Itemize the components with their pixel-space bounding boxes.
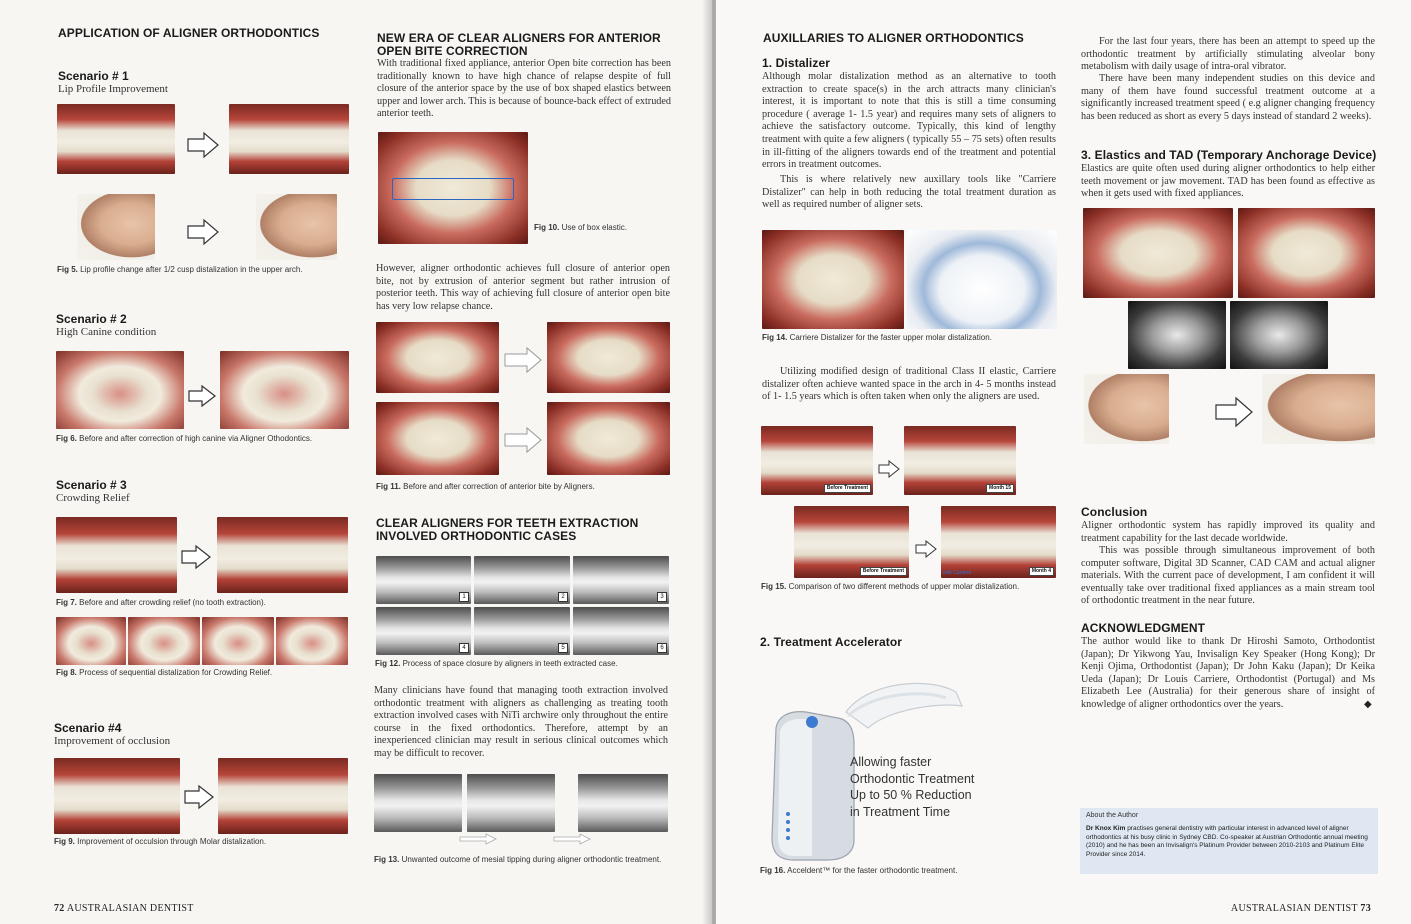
- fig5-photo-profile-before: [77, 194, 155, 260]
- fig12-photo-5: [474, 607, 570, 655]
- fig10-photo-box-elastic: [378, 132, 528, 244]
- fig11-photo-after-2: [547, 402, 670, 475]
- tad-profile-after: [1262, 374, 1375, 444]
- about-the-author-text: [1086, 825, 1372, 859]
- tad-profile-before: [1084, 374, 1169, 444]
- fig12-photo-3: [573, 556, 669, 604]
- heading-application: APPLICATION OF ALIGNER ORTHODONTICS: [58, 26, 320, 40]
- paragraph-acknowledgment: The author would like to thank Dr Hiroshi Samoto, Orthodontist (Japan); Dr Yikwong Yau, Invisalign Key Speaker (Hong Kong); Dr Kenji Ojima, Orthodontist (Japan); Dr John Kaku (Japan); Dr Keika Ueda (Japan); Dr Louis Carriere, Orthodontist (Portugal) and Ms Elizabeth Lee (Australia) for their generous share of insight of knowledge of aligner orthodontics over the years.: [1081, 636, 1375, 710]
- author-name: Dr Knox Kim: [1086, 825, 1126, 832]
- fig15-photo-before-2: [794, 506, 909, 578]
- fig7-caption: Fig 7. Before and after crowding relief (no tooth extraction).: [56, 598, 266, 607]
- fig12-photo-6: [573, 607, 669, 655]
- fig12-photo-1: [376, 556, 471, 604]
- heading-elastics-tad: 3. Elastics and TAD (Temporary Anchorage Device): [1081, 148, 1377, 162]
- fig16-caption: Fig 16. Acceldent™ for the faster orthodontic treatment.: [760, 866, 958, 875]
- paragraph-distalizer: Although molar distalization method as an alternative to tooth extraction to create space(s) in the arch attracts many clinician's interest, it is important to note that this is still a time consuming procedure ( average 1- 1.5 year) and requires many sets of aligners to achieve the satisfactory outcome. Typically, this kind of lengthy treatment with quite a few aligners ( typically 55 – 75 sets) often results in ill-fitting of the aligners towards end of the treatment and potential errors in treatment outcomes.: [762, 71, 1056, 171]
- arrow-right-icon: [914, 540, 938, 558]
- author-bio: practises general dentistry with particular interest in advanced level of aligner orthodontics at his busy clinic in Sydney CBD. Co-speaker at Austrian Orthodontic annual meeting (2010) and he has been an Invisalign's Platinum Provider between 2010-2103 and Platinum Elite Provider since 2014.: [1086, 825, 1368, 858]
- arrow-right-icon: [552, 833, 592, 845]
- paragraph-studies: There have been many independent studies on this device and many of them have found successful treatment outcome at a significantly increased treatment speed ( e.g aligner changing frequency has been reduced as short as every 5 days instead of standard 2 weeks).: [1081, 73, 1375, 122]
- fig5-photo-teeth-after: [229, 104, 349, 174]
- scenario-3-title: Scenario # 3: [56, 478, 127, 492]
- heading-auxillaries: AUXILLARIES TO ALIGNER ORTHODONTICS: [763, 31, 1024, 45]
- fig14-photo-3d-render: [907, 230, 1057, 329]
- promo-line-3: Up to 50 % Reduction: [850, 788, 972, 802]
- fig5-caption: Fig 5. Lip profile change after 1/2 cusp distalization in the upper arch.: [57, 265, 303, 274]
- promo-line-2: Orthodontic Treatment: [850, 771, 975, 786]
- label-with-carriere: with Carriere: [943, 570, 972, 576]
- fig15-photo-after-2: [941, 506, 1056, 578]
- tad-photo-teeth-before: [1083, 208, 1233, 298]
- fig8-photo-step-1: [56, 617, 126, 665]
- paragraph-many-clinicians: Many clinicians have found that managing tooth extraction involved orthodontic treatment with aligners as challenging as treating tooth extraction involved cases with NiTi archwire only throughout the entire course in the fixed orthodontics. Therefore, attempt by an inexperienced clinician may result in serious clinical outcomes which may be difficult to recover.: [374, 685, 668, 759]
- fig8-photo-step-2: [128, 617, 200, 665]
- paragraph-conclusion-1: Aligner orthodontic system has rapidly improved its quality and treatment capability for the last decade worldwide.: [1081, 520, 1375, 544]
- arrow-right-icon: [503, 346, 543, 374]
- heading-extraction: CLEAR ALIGNERS FOR TEETH EXTRACTION INVOLVED ORTHODONTIC CASES: [376, 516, 639, 543]
- scenario-2-title: Scenario # 2: [56, 312, 127, 326]
- tag-month-4: Month 4: [1029, 567, 1054, 576]
- paragraph-utilizing: Utilizing modified design of traditional Class II elastic, Carriere distalizer often achieve wanted space in the arch in 4- 5 months instead of 1- 1.5 years which is often taken when only the aligners are used.: [762, 366, 1056, 403]
- fig11-photo-after-1: [547, 322, 670, 393]
- paragraph-conclusion-2: This was possible through simultaneous improvement of both computer software, Digital 3D Scanner, CAD CAM and actual aligner materials. With the current pace of development, I am confident it will eventually take over traditional fixed appliances as a main stream tool of orthodontic treatment in the near future.: [1081, 545, 1375, 607]
- tag-month-15: Month 15: [986, 484, 1014, 493]
- fig13-caption: Fig 13. Unwanted outcome of mesial tipping during aligner orthodontic treatment.: [374, 855, 662, 864]
- fig8-caption: Fig 8. Process of sequential distalization for Crowding Relief.: [56, 668, 273, 677]
- fig13-photo-1: [374, 774, 462, 832]
- arrow-right-icon: [180, 544, 212, 570]
- fig8-photo-step-3: [202, 617, 274, 665]
- tag-before-treatment: Before Treatment: [860, 567, 907, 576]
- fig13-photo-2: [467, 774, 555, 832]
- fig12-number: 4: [459, 643, 469, 653]
- fig15-caption: Fig 15. Comparison of two different methods of upper molar distalization.: [761, 582, 1020, 591]
- fig12-number: 1: [459, 592, 469, 602]
- acceldent-promo-text: [850, 754, 1030, 820]
- fig14-photo-teeth: [762, 230, 904, 329]
- about-the-author-title: About the Author: [1086, 812, 1139, 819]
- end-mark-icon: ◆: [1364, 699, 1372, 710]
- fig9-photo-before: [54, 758, 180, 834]
- heading-new-era: NEW ERA OF CLEAR ALIGNERS FOR ANTERIOR OPEN BITE CORRECTION: [377, 31, 661, 58]
- fig7-photo-after: [217, 517, 348, 593]
- scenario-3-subtitle: Crowding Relief: [56, 492, 130, 504]
- fig7-photo-before: [56, 517, 177, 593]
- arrow-right-icon: [187, 384, 217, 408]
- box-elastic-shape: [392, 178, 514, 200]
- paragraph-however: However, aligner orthodontic achieves full closure of anterior open bite, not by extrusion of anterior segment but rather intrusion of posterior teeth. This way of achieving full closure of anterior open bite has very low relapse chance.: [376, 263, 670, 312]
- tad-xray-before: [1128, 301, 1226, 369]
- fig15-photo-before-1: [761, 426, 873, 495]
- fig11-caption: Fig 11. Before and after correction of anterior bite by Aligners.: [376, 482, 595, 491]
- arrow-right-icon: [458, 833, 498, 845]
- heading-acknowledgment: ACKNOWLEDGMENT: [1081, 621, 1206, 635]
- scenario-4-title: Scenario #4: [54, 721, 122, 735]
- about-the-author-box: [1080, 808, 1378, 874]
- paragraph-elastics: Elastics are quite often used during aligner orthodontics to help either teeth movement or jaw movement. TAD has been found as effective as when it gets used with fixed appliances.: [1081, 163, 1375, 200]
- fig6-photo-after: [220, 351, 349, 429]
- right-page: [716, 0, 1411, 924]
- arrow-right-icon: [503, 426, 543, 454]
- heading-distalizer: 1. Distalizer: [762, 56, 830, 70]
- promo-line-1: Allowing faster: [850, 755, 932, 769]
- fig5-photo-teeth-before: [57, 104, 175, 174]
- tag-before-treatment: Before Treatment: [824, 484, 871, 493]
- scenario-2-subtitle: High Canine condition: [56, 326, 157, 338]
- fig6-caption: Fig 6. Before and after correction of high canine via Aligner Othodontics.: [56, 434, 313, 443]
- fig11-photo-before-2: [376, 402, 499, 475]
- heading-conclusion: Conclusion: [1081, 505, 1148, 519]
- fig12-photo-2: [474, 556, 570, 604]
- paragraph-carriere: This is where relatively new auxillary tools like "Carriere Distalizer" can help in both reducing the total treatment duration as well as required number of aligner sets.: [762, 174, 1056, 211]
- left-footer: 72 AUSTRALASIAN DENTIST: [54, 903, 194, 914]
- fig11-photo-before-1: [376, 322, 499, 393]
- fig8-photo-step-4: [276, 617, 348, 665]
- scenario-4-subtitle: Improvement of occlusion: [54, 735, 171, 747]
- fig12-number: 6: [657, 643, 667, 653]
- fig15-photo-after-1: [904, 426, 1016, 495]
- fig9-photo-after: [218, 758, 348, 834]
- heading-treatment-accelerator: 2. Treatment Accelerator: [760, 635, 903, 649]
- fig6-photo-before: [56, 351, 184, 429]
- fig9-caption: Fig 9. Improvement of occulsion through Molar distalization.: [54, 837, 267, 846]
- fig10-caption: Fig 10. Use of box elastic.: [534, 223, 627, 232]
- fig14-caption: Fig 14. Carriere Distalizer for the faster upper molar distalization.: [762, 333, 992, 342]
- arrow-right-icon: [877, 460, 901, 478]
- promo-line-4: in Treatment Time: [850, 804, 951, 819]
- scenario-1-title: Scenario # 1: [58, 69, 129, 83]
- paragraph-new-era: With traditional fixed appliance, anterior Open bite correction has been traditionally known to have high chance of relapse despite of full closure of the anterior space by the use of box shaped elastics between upper and lower arch. This is because of bounce-back effect of extruded anterior teeth.: [377, 58, 671, 120]
- fig5-photo-profile-after: [256, 194, 337, 260]
- right-footer: AUSTRALASIAN DENTIST 73: [1230, 903, 1371, 914]
- paragraph-last-four-years: For the last four years, there has been an attempt to speed up the orthodontic treatment by artificially stimulating alveolar bony metabolism with daily usage of intra-oral vibrator.: [1081, 36, 1375, 73]
- fig12-caption: Fig 12. Process of space closure by aligners in teeth extracted case.: [375, 659, 618, 668]
- arrow-right-icon: [183, 784, 215, 810]
- arrow-right-icon: [1214, 396, 1254, 428]
- tad-xray-after: [1230, 301, 1328, 369]
- tad-photo-teeth-after: [1238, 208, 1375, 298]
- arrow-right-icon: [186, 218, 220, 246]
- scenario-1-subtitle: Lip Profile Improvement: [58, 83, 168, 95]
- fig12-number: 5: [558, 643, 568, 653]
- fig12-photo-4: [376, 607, 471, 655]
- fig12-number: 2: [558, 592, 568, 602]
- fig12-number: 3: [657, 592, 667, 602]
- fig13-photo-3: [578, 774, 668, 832]
- arrow-right-icon: [186, 131, 220, 159]
